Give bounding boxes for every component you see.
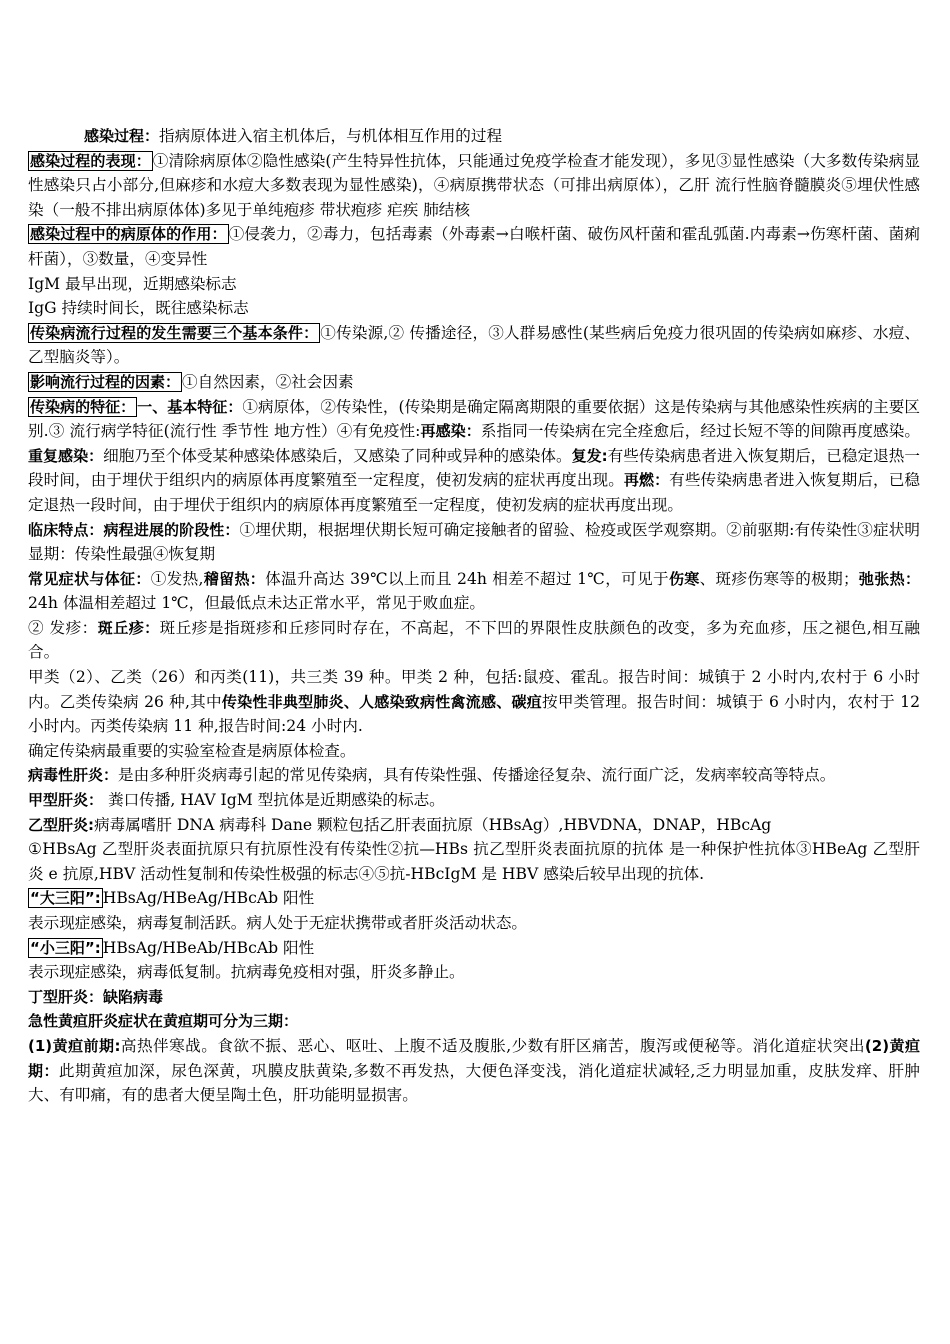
- bold-term: 再感染：: [420, 422, 481, 441]
- text-run: 指病原体进入宿主机体后，与机体相互作用的过程: [159, 127, 503, 145]
- text-run: 表示现症感染，病毒低复制。抗病毒免疫相对强，肝炎多静止。: [28, 963, 465, 982]
- bold-term: 弛张热：: [858, 569, 920, 588]
- text-run: 高热伴寒战。食欲不振、恶心、呕吐、上腹不适及腹胀,少数有肝区痛苦，腹泻或便秘等。消化道症状突出: [120, 1036, 865, 1055]
- bold-term: 丁型肝炎：缺陷病毒: [28, 987, 164, 1006]
- paragraph: [28, 911, 920, 936]
- text-run: 斑丘疹是指斑疹和丘疹同时存在，不高起，不下凹的界限性皮肤颜色的改变，多为充血疹，压之褪色,相互融合。: [28, 618, 920, 662]
- text-run: ①发热,: [150, 569, 204, 588]
- paragraph: [28, 1034, 920, 1108]
- bold-term: 甲型肝炎：: [28, 791, 104, 810]
- text-run: ①自然因素，②社会因素: [182, 372, 354, 391]
- paragraph: [28, 985, 920, 1010]
- text-run: 粪口传播, HAV IgM 型抗体是近期感染的标志。: [103, 791, 445, 810]
- paragraph: [28, 665, 920, 739]
- text-run: ①清除病原体②隐性感染(产生特异性抗体，只能通过免疫学检查才能发现），多见③显性感染（大多数传染病显性感染只占小部分,但麻疹和水痘大多数表现为显性感染)，④病原携带状态（可排出病原体），乙肝 流行性脑脊髓膜炎⑤埋伏性感染（一般不排出病原体体)多见于单纯疱疹 带状疱疹 疟疾 肺结核: [28, 151, 920, 219]
- paragraph: [28, 813, 920, 838]
- text-run: 有些传染病患者进入恢复期后，已稳定退热一段时间，由于埋伏于组织内的病原体再度繁殖至一定程度，使初发病的症状再度出现。: [28, 471, 920, 514]
- bold-term: 传染性非典型肺炎、人感染致病性禽流感、碳疽: [221, 692, 542, 711]
- text-run: ①病原体，②传染性，(传染期是确定隔离期限的重要依据）这是传染病与其他感染性疾病的主要区别.③ 流行病学特征(流行性 季节性 地方性）④有免疫性:: [28, 397, 920, 441]
- text-run: 系指同一传染病在完全痊愈后，经过长短不等的间隙再度感染。: [480, 422, 920, 441]
- boxed-heading: 感染过程的表现：: [30, 151, 151, 170]
- document-body: [28, 124, 920, 1108]
- text-run: 细胞乃至个体受某种感染体感染后，又感染了同种或异种的感染体。: [103, 446, 572, 465]
- bold-term: (1)黄疸前期:: [28, 1036, 121, 1055]
- bold-term: 伤寒: [668, 569, 700, 588]
- paragraph: [28, 886, 920, 911]
- boxed-heading: 影响流行过程的因素：: [30, 372, 181, 391]
- paragraph: [28, 149, 920, 223]
- text-run: HBsAg/HBeAb/HBcAb 阳性: [102, 938, 315, 957]
- paragraph: [28, 788, 920, 813]
- paragraph: [28, 222, 920, 271]
- text-run: 确定传染病最重要的实验室检查是病原体检查。: [28, 741, 356, 760]
- bold-term: 再燃：: [623, 471, 670, 490]
- text-run: 此期黄疸加深，尿色深黄，巩膜皮肤黄染,多数不再发热，大便色泽变浅，消化道症状减轻,乏力明显加重，皮肤发痒、肝肿大、有叩痛，有的患者大便呈陶土色，肝功能明显损害。: [28, 1061, 920, 1105]
- paragraph: [28, 1009, 920, 1034]
- bold-term: 复发:: [571, 446, 608, 465]
- bold-term: 稽留热：: [203, 569, 266, 588]
- bold-term: 临床特点：病程进展的阶段性：: [28, 520, 240, 539]
- paragraph: [28, 837, 920, 886]
- paragraph: [28, 395, 920, 518]
- bold-term: (2)黄疸期：: [28, 1036, 920, 1080]
- text-run: ①埋伏期，根据埋伏期长短可确定接触者的留验、检疫或医学观察期。②前驱期:有传染性③症状明显期：传染性最强④恢复期: [28, 520, 920, 564]
- bold-term: 斑丘疹：: [97, 618, 160, 637]
- paragraph: [28, 960, 920, 985]
- bold-term: 感染过程：: [84, 127, 160, 145]
- boxed-heading: 感染过程中的病原体的作用：: [30, 225, 227, 244]
- paragraph: [28, 936, 920, 961]
- text-run: 是由多种肝炎病毒引起的常见传染病，具有传染性强、传播途径复杂、流行面广泛，发病率较高等特点。: [118, 766, 836, 785]
- text-run: ①传染源,② 传播途径，③人群易感性(某些病后免疫力很巩固的传染病如麻疹、水痘、乙型脑炎等）。: [28, 323, 920, 367]
- paragraph: [28, 124, 920, 149]
- paragraph: [28, 616, 920, 665]
- boxed-heading: “大三阳”:: [30, 889, 101, 908]
- bold-term: 病毒性肝炎：: [28, 766, 119, 785]
- text-run: 、斑疹伤寒等的极期；: [699, 569, 859, 588]
- bold-term: 常见症状与体征：: [28, 569, 151, 588]
- text-run: ①侵袭力，②毒力，包括毒素（外毒素→白喉杆菌、破伤风杆菌和霍乱弧菌.内毒素→伤寒杆菌、菌痢杆菌），③数量，④变异性: [28, 225, 920, 268]
- text-run: ①HBsAg 乙型肝炎表面抗原只有抗原性没有传染性②抗—HBs 抗乙型肝炎表面抗原的抗体 是一种保护性抗体③HBeAg 乙型肝炎 e 抗原,HBV 活动性复制和传染性极强的标志④⑤抗-HBcIgM 是 HBV 感染后较早出现的抗体.: [28, 840, 920, 883]
- bold-term: 重复感染：: [28, 446, 104, 465]
- text-run: 24h 体温相差超过 1℃，但最低点未达正常水平，常见于败血症。: [28, 594, 486, 613]
- boxed-heading: 传染病流行过程的发生需要三个基本条件：: [30, 323, 319, 342]
- paragraph: [28, 321, 920, 370]
- text-run: 按甲类管理。报告时间：城镇于 6 小时内，农村于 12 小时内。丙类传染病 11 种,报告时间:24 小时内.: [28, 692, 920, 736]
- paragraph: [28, 567, 920, 616]
- boxed-heading: 传染病的特征：: [30, 397, 136, 416]
- paragraph: [28, 739, 920, 764]
- text-run: 表示现症感染，病毒复制活跃。病人处于无症状携带或者肝炎活动状态。: [28, 914, 528, 932]
- bold-term: 一、基本特征：: [137, 397, 243, 416]
- bold-term: 乙型肝炎:: [28, 815, 94, 834]
- bold-term: 急性黄疸肝炎症状在黄疸期可分为三期：: [28, 1012, 299, 1031]
- paragraph: [28, 763, 920, 788]
- text-run: IgM 最早出现，近期感染标志: [28, 274, 237, 293]
- text-run: 病毒属嗜肝 DNA 病毒科 Dane 颗粒包括乙肝表面抗原（HBsAg）,HBVDNA，DNAP，HBcAg: [94, 815, 772, 834]
- text-run: HBsAg/HBeAg/HBcAb 阳性: [102, 889, 315, 908]
- text-run: IgG 持续时间长，既往感染标志: [28, 299, 249, 318]
- text-run: ② 发疹：: [28, 618, 98, 637]
- paragraph: [28, 272, 920, 297]
- paragraph: [28, 518, 920, 567]
- boxed-heading: “小三阳”:: [30, 938, 101, 957]
- paragraph: [28, 370, 920, 395]
- text-run: 有些传染病患者进入恢复期后，已稳定退热一段时间，由于埋伏于组织内的病原体再度繁殖至一定程度，使初发病的症状再度出现。: [28, 446, 920, 490]
- paragraph: [28, 296, 920, 321]
- text-run: 体温升高达 39℃以上而且 24h 相差不超过 1℃，可见于: [265, 569, 669, 588]
- text-run: 甲类（2）、乙类（26）和丙类(11)，共三类 39 种。甲类 2 种，包括:鼠疫、霍乱。报告时间：城镇于 2 小时内,农村于 6 小时内。乙类传染病 26 种,其中: [28, 668, 920, 711]
